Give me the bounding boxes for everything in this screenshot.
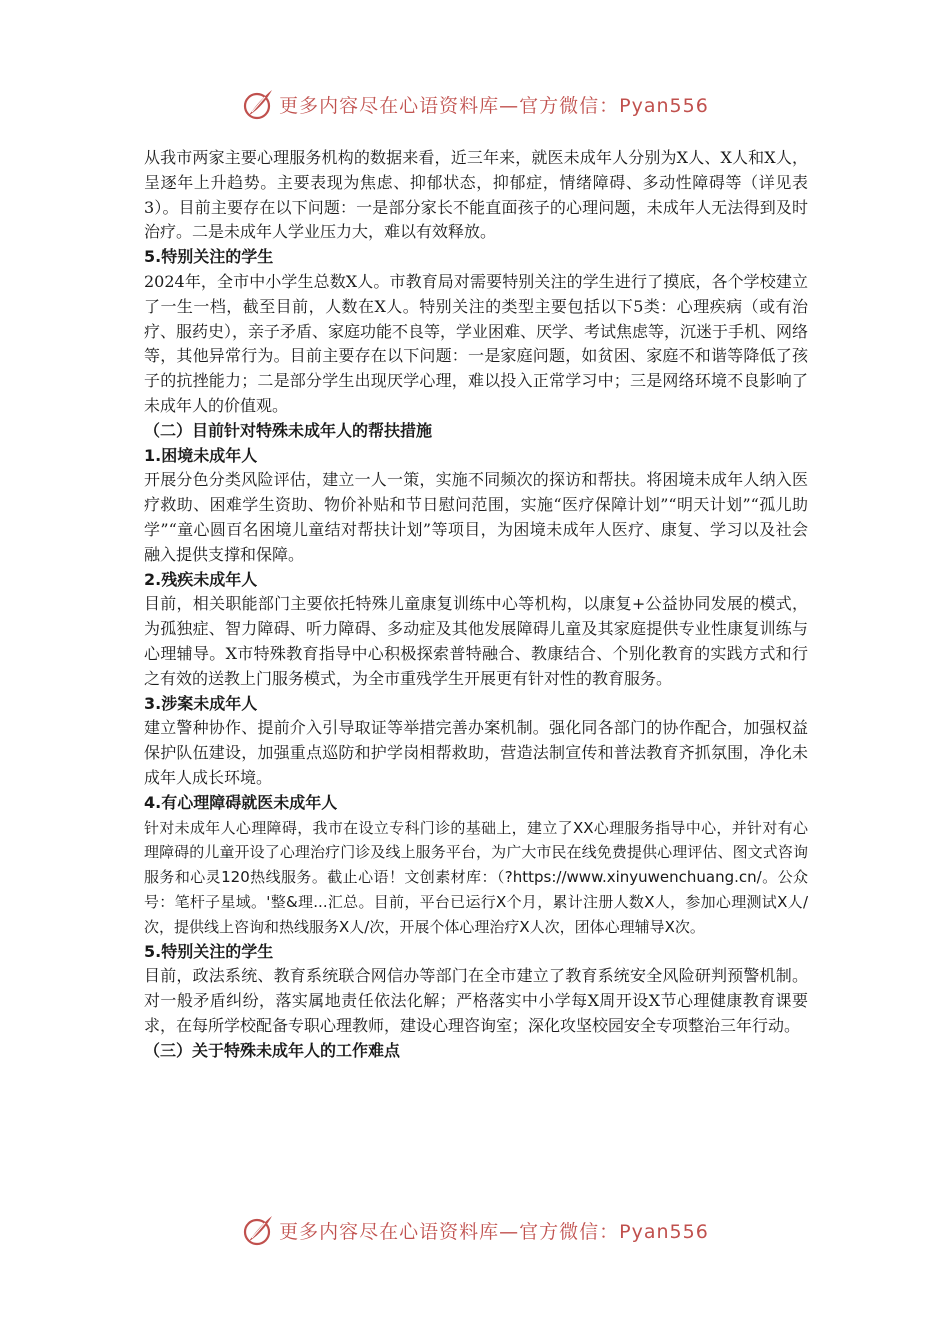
feather-logo-icon: [241, 87, 275, 121]
section-heading: 2.残疾未成年人: [144, 569, 258, 589]
section-heading: 4.有心理障碍就医未成年人: [144, 792, 338, 812]
body-paragraph: 针对未成年人心理障碍，我市在设立专科门诊的基础上，建立了XX心理服务指导中心，并针对有心理障碍的儿童开设了心理治疗门诊及线上服务平台，为广大市民在线免费提供心理评估、图文式咨询服务和心灵120热线服务。截止心语！文创素材库：（?https://www.xinyuwenchuang.cn/。公众号：笔杆子星域。'整&理...汇总。目前，平台已运行X个月，累计注册人数X人，参加心理测试X人/次，提供线上咨询和热线服务X人/次，开展个体心理治疗X人次，团体心理辅导X次。: [144, 818, 808, 936]
body-paragraph: 建立警种协作、提前介入引导取证等举措完善办案机制。强化同各部门的协作配合，加强权益保护队伍建设，加强重点巡防和护学岗相帮救助，营造法制宣传和普法教育齐抓氛围，净化未成年人成长环境。: [144, 718, 808, 787]
body-paragraph: 目前，相关职能部门主要依托特殊儿童康复训练中心等机构，以康复+公益协同发展的模式，为孤独症、智力障碍、听力障碍、多动症及其他发展障碍儿童及其家庭提供专业性康复训练与心理辅导。X市特殊教育指导中心积极探索普特融合、教康结合、个别化教育的实践方式和行之有效的送教上门服务模式，为全市重残学生开展更有针对性的教育服务。: [144, 594, 808, 688]
section-heading: （二）目前针对特殊未成年人的帮扶措施: [144, 420, 433, 440]
body-paragraph: 从我市两家主要心理服务机构的数据来看，近三年来，就医未成年人分别为X人、X人和X人，呈逐年上升趋势。主要表现为焦虑、抑郁状态，抑郁症，情绪障碍、多动性障碍等（详见表3）。目前主要存在以下问题：一是部分家长不能直面孩子的心理问题，未成年人无法得到及时治疗。二是未成年人学业压力大，难以有效释放。: [144, 148, 808, 242]
body-paragraph: 目前，政法系统、教育系统联合网信办等部门在全市建立了教育系统安全风险研判预警机制。对一般矛盾纠纷，落实属地责任依法化解；严格落实中小学每X周开设X节心理健康教育课要求，在每所学校配备专职心理教师，建设心理咨询室；深化攻坚校园安全专项整治三年行动。: [144, 966, 808, 1035]
banner-text: 更多内容尽在心语资料库—官方微信：Pyan556: [279, 94, 709, 117]
document-body: [144, 146, 808, 1063]
section-heading: 5.特别关注的学生: [144, 247, 274, 267]
section-heading: （三）关于特殊未成年人的工作难点: [144, 1040, 401, 1060]
section-heading: 5.特别关注的学生: [144, 941, 274, 961]
section-heading: 3.涉案未成年人: [144, 693, 258, 713]
footer-banner: [0, 1210, 950, 1250]
header-banner: [0, 84, 950, 124]
body-paragraph: 2024年，全市中小学生总数X人。市教育局对需要特别关注的学生进行了摸底，各个学校建立了一生一档，截至目前，人数在X人。特别关注的类型主要包括以下5类：心理疾病（或有治疗、服药史），亲子矛盾、家庭功能不良等，学业困难、厌学、考试焦虑等，沉迷于手机、网络等，其他异常行为。目前主要存在以下问题：一是家庭问题，如贫困、家庭不和谐等降低了孩子的抗挫能力；二是部分学生出现厌学心理，难以投入正常学习中；三是网络环境不良影响了未成年人的价值观。: [144, 271, 809, 415]
section-heading: 1.困境未成年人: [144, 445, 258, 465]
feather-logo-icon: [241, 1213, 275, 1247]
body-paragraph: 开展分色分类风险评估，建立一人一策，实施不同频次的探访和帮扶。将困境未成年人纳入医疗救助、困难学生资助、物价补贴和节日慰问范围，实施“医疗保障计划”“明天计划”“孤儿助学”“童心圆百名困境儿童结对帮扶计划”等项目，为困境未成年人医疗、康复、学习以及社会融入提供支撑和保障。: [144, 470, 808, 564]
banner-text: 更多内容尽在心语资料库—官方微信：Pyan556: [279, 1220, 709, 1243]
